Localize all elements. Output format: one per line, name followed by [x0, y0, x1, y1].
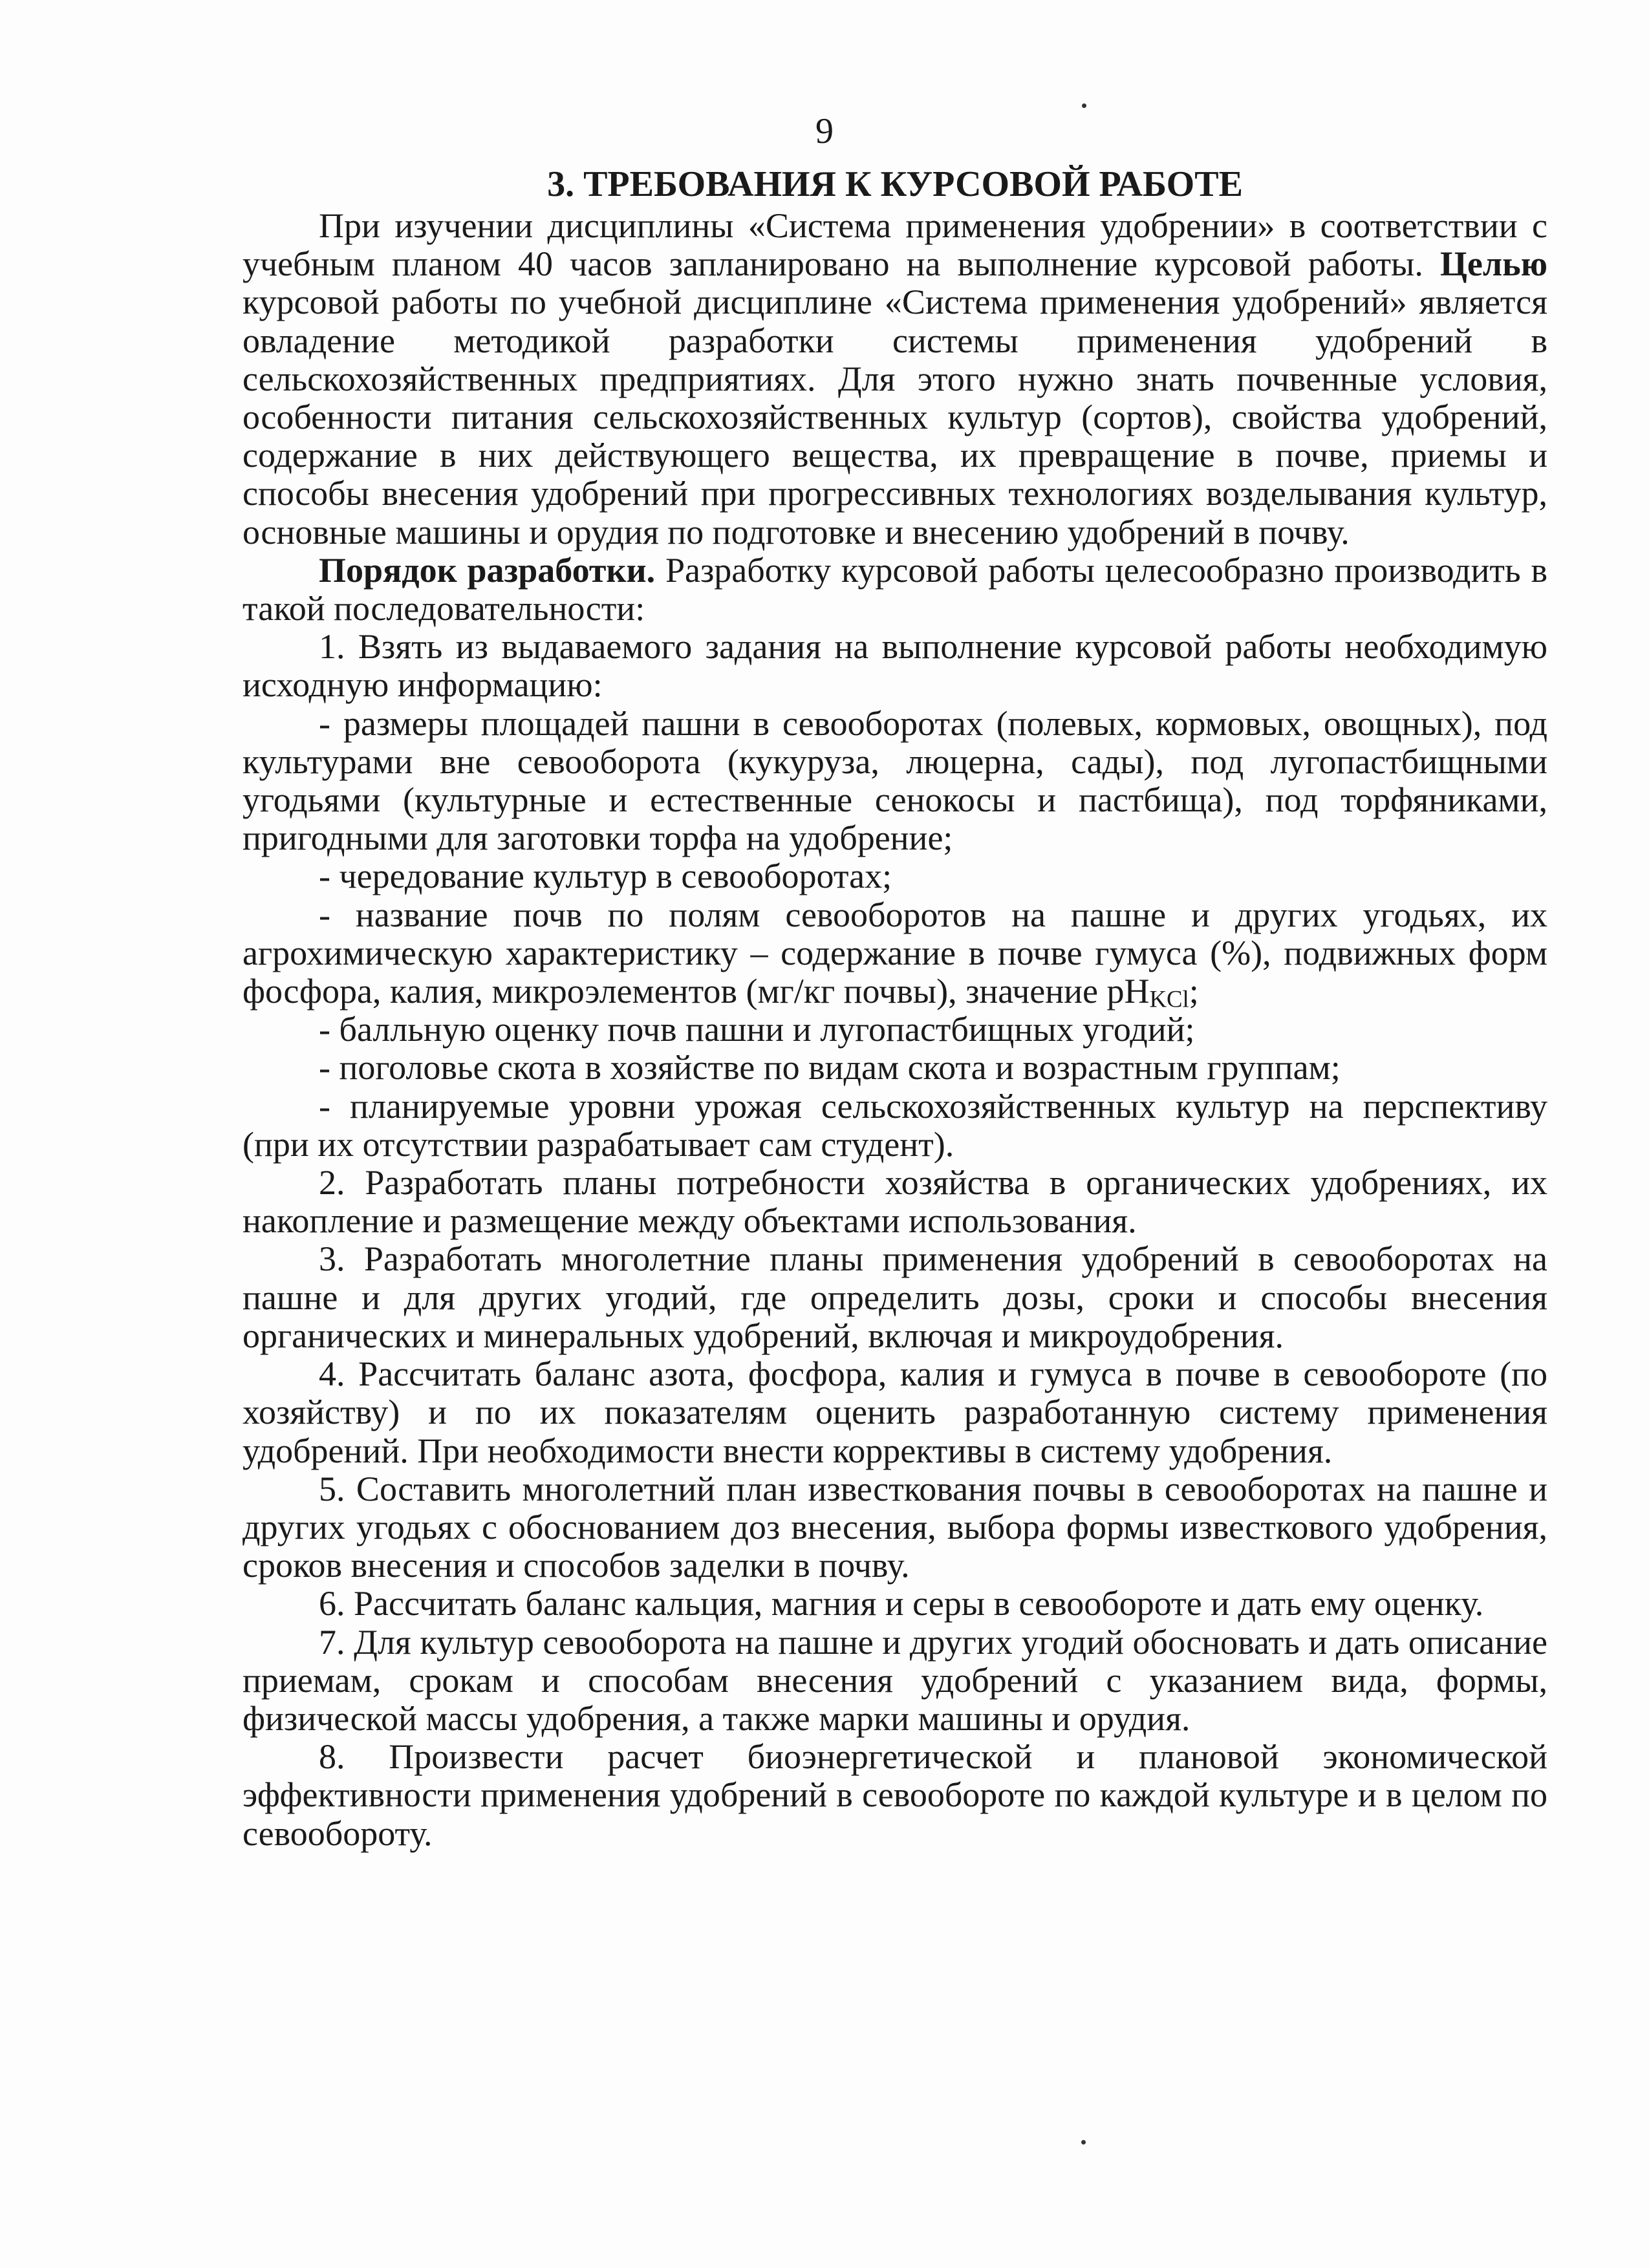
intro-bold-term: Целью	[1439, 244, 1547, 284]
scan-speck	[1082, 103, 1086, 108]
item-6: 6. Рассчитать баланс кальция, магния и серы в севообороте и дать ему оценку.	[319, 1584, 1484, 1623]
order-text: Разработку курсовой работы целесообразно производить в такой последовательности:	[242, 550, 1547, 628]
item-3: 3. Разработать многолетние планы применения удобрений в севооборотах на пашне и для других угодий, где определить дозы, сроки и способы внесения органических и минеральных удобрений, включая и микроудобрения.	[242, 1239, 1547, 1355]
page-body	[242, 162, 1547, 1853]
bullet-soil-score: - балльную оценку почв пашни и лугопастбищных угодий;	[319, 1010, 1195, 1049]
item-8: 8. Произвести расчет биоэнергетической и плановой экономической эффективности применения удобрений в севообороте по каждой культуре и в целом по севообороту.	[242, 1737, 1547, 1853]
intro-text-b: курсовой работы по учебной дисциплине «Система применения удобрений» является овладение методикой разработки системы применения удобрений в сельскохозяйственных предприятиях. Для этого нужно знать почвенные условия, особенности питания сельскохозяйственных культур (сортов), свойства удобрений, содержание в них действующего вещества, их превращение в почве, приемы и способы внесения удобрений при прогрессивных технологиях возделывания культур, основные машины и орудия по подготовке и внесению удобрений в почву.	[242, 283, 1547, 551]
order-paragraph	[242, 551, 1547, 628]
bullet-areas: - размеры площадей пашни в севооборотах (полевых, кормовых, овощных), под культурами вне севооборота (кукуруза, люцерна, сады), под лугопастбищными угодьями (культурные и естественные сенокосы и пастбища), под торфяниками, пригодными для заготовки торфа на удобрение;	[242, 703, 1547, 858]
bullet-soils	[242, 896, 1547, 1011]
order-bold-term: Порядок разработки.	[319, 550, 656, 590]
item-2: 2. Разработать планы потребности хозяйства в органических удобрениях, их накопление и размещение между объектами использования.	[242, 1163, 1547, 1241]
intro-paragraph	[242, 207, 1547, 551]
bullet-soils-end: ;	[1189, 972, 1199, 1011]
scan-speck	[1081, 2140, 1086, 2145]
bullet-livestock: - поголовье скота в хозяйстве по видам скота и возрастным группам;	[319, 1048, 1341, 1087]
bullet-soils-text: - название почв по полям севооборотов на пашне и других угодьях, их агрохимическую характеристику – содержание в почве гумуса (%), подвижных форм фосфора, калия, микроэлементов (мг/кг почвы), значение pH	[242, 895, 1547, 1011]
section-title: 3. ТРЕБОВАНИЯ К КУРСОВОЙ РАБОТЕ	[547, 164, 1243, 204]
bullet-yield-levels: - планируемые уровни урожая сельскохозяйственных культур на перспективу (при их отсутствии разрабатывает сам студент).	[242, 1086, 1547, 1164]
item-1: 1. Взять из выдаваемого задания на выполнение курсовой работы необходимую исходную информацию:	[242, 627, 1547, 705]
bullet-crop-rotation: - чередование культур в севооборотах;	[319, 857, 892, 896]
page-number: 9	[815, 111, 834, 151]
item-5: 5. Составить многолетний план известкования почвы в севооборотах на пашне и других угодьях с обоснованием доз внесения, выбора формы известкового удобрения, сроков внесения и способов заделки в почву.	[242, 1469, 1547, 1585]
intro-text-a: При изучении дисциплины «Система применения удобрении» в соответствии с учебным планом 40 часов запланировано на выполнение курсовой работы.	[242, 206, 1547, 284]
ph-subscript: KCl	[1149, 985, 1189, 1012]
item-7: 7. Для культур севооборота на пашне и других угодий обосновать и дать описание приемам, срокам и способам внесения удобрений с указанием вида, формы, физической массы удобрения, а также марки машины и орудия.	[242, 1622, 1547, 1738]
item-4: 4. Рассчитать баланс азота, фосфора, калия и гумуса в почве в севообороте (по хозяйству) и по их показателям оценить разработанную систему применения удобрений. При необходимости внести коррективы в систему удобрения.	[242, 1354, 1547, 1470]
